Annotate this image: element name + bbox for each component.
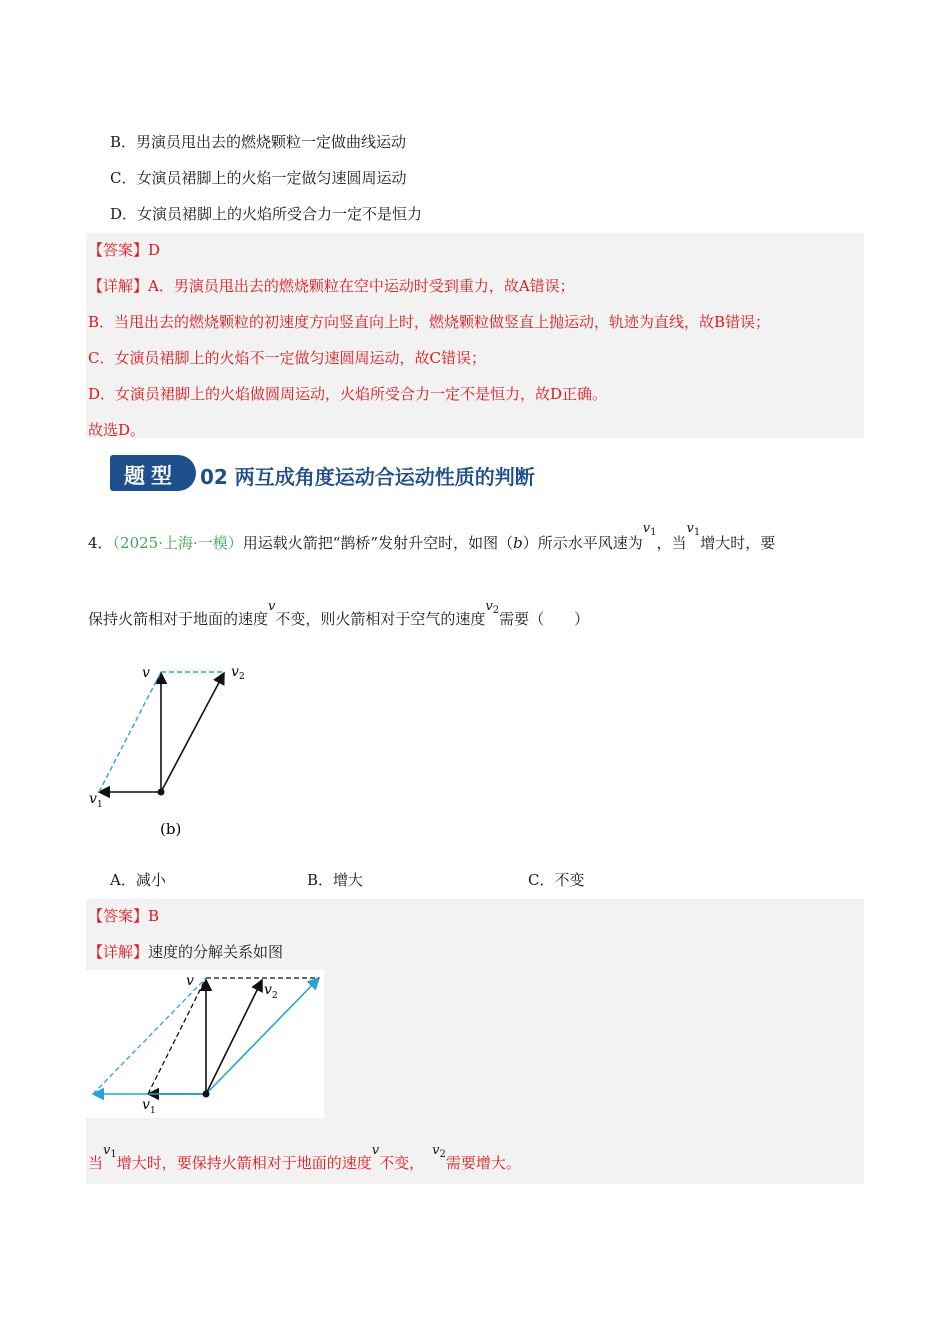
label-v2-sub: 2 bbox=[239, 672, 245, 682]
label-v1-sub-2: 1 bbox=[150, 1106, 156, 1116]
detail-line-q4: 【详解】速度的分解关系如图 bbox=[88, 943, 284, 961]
label-v2-2: v bbox=[264, 982, 272, 998]
option-d: D．女演员裙脚上的火焰所受合力一定不是恒力 bbox=[110, 205, 423, 223]
velocity-diagram-b bbox=[80, 655, 280, 845]
answer-line-prev: 【答案】D bbox=[88, 241, 161, 259]
v2-arrow-2 bbox=[206, 980, 262, 1094]
detail-line-5: 故选D。 bbox=[88, 421, 146, 439]
label-v1-sub: 1 bbox=[97, 800, 103, 810]
label-v-2: v bbox=[186, 973, 194, 989]
figure-caption: (b) bbox=[160, 820, 182, 838]
detail-line-2: B．当甩出去的燃烧颗粒的初速度方向竖直向上时，燃烧颗粒做竖直上抛运动，轨迹为直线，故B错误； bbox=[88, 313, 771, 331]
dashed-diagonal-black bbox=[148, 978, 206, 1094]
section-title: 02 两互成角度运动合运动性质的判断 bbox=[200, 465, 535, 489]
dashed-diagonal-blue bbox=[93, 978, 206, 1094]
detail-line-4: D．女演员裙脚上的火焰做圆周运动，火焰所受合力一定不是恒力，故D正确。 bbox=[88, 385, 608, 403]
answer-block-prev bbox=[86, 233, 864, 438]
option-b: B．男演员甩出去的燃烧颗粒一定做曲线运动 bbox=[110, 133, 407, 151]
velocity-decomposition-diagram bbox=[86, 970, 324, 1118]
q4-option-b: B．增大 bbox=[307, 871, 364, 889]
dashed-diagonal bbox=[99, 672, 161, 792]
q4-option-a: A．减小 bbox=[110, 871, 166, 889]
label-v1-2: v bbox=[142, 1097, 150, 1113]
question-4-line-1: 4．（2025·上海·一模）用运载火箭把“鹊桥”发射升空时，如图（b）所示水平风速为$v_1$，当$v_1$增大时，要 bbox=[88, 521, 776, 552]
origin-dot-2 bbox=[203, 1091, 210, 1098]
v2-arrow bbox=[161, 673, 224, 792]
detail-line-1: 【详解】A．男演员甩出去的燃烧颗粒在空中运动时受到重力，故A错误； bbox=[88, 277, 575, 295]
label-v1: v bbox=[89, 791, 97, 807]
option-c: C．女演员裙脚上的火焰一定做匀速圆周运动 bbox=[110, 169, 407, 187]
detail-line-3: C．女演员裙脚上的火焰不一定做匀速圆周运动，故C错误； bbox=[88, 349, 486, 367]
section-badge: 题型 bbox=[110, 455, 196, 491]
q4-option-c: C．不变 bbox=[528, 871, 585, 889]
label-v2: v bbox=[231, 664, 239, 680]
label-v: v bbox=[142, 665, 150, 681]
origin-dot bbox=[158, 789, 165, 796]
label-v2-sub-2: 2 bbox=[272, 991, 278, 1001]
conclusion-line: 当$v_1$增大时，要保持火箭相对于地面的速度v不变，$v_2$需要增大。 bbox=[88, 1143, 521, 1172]
answer-line-q4: 【答案】B bbox=[88, 907, 160, 925]
question-4-line-2: 保持火箭相对于地面的速度v不变，则火箭相对于空气的速度$v_2$需要（ ） bbox=[88, 599, 590, 628]
new-v2-arrow bbox=[206, 978, 319, 1094]
